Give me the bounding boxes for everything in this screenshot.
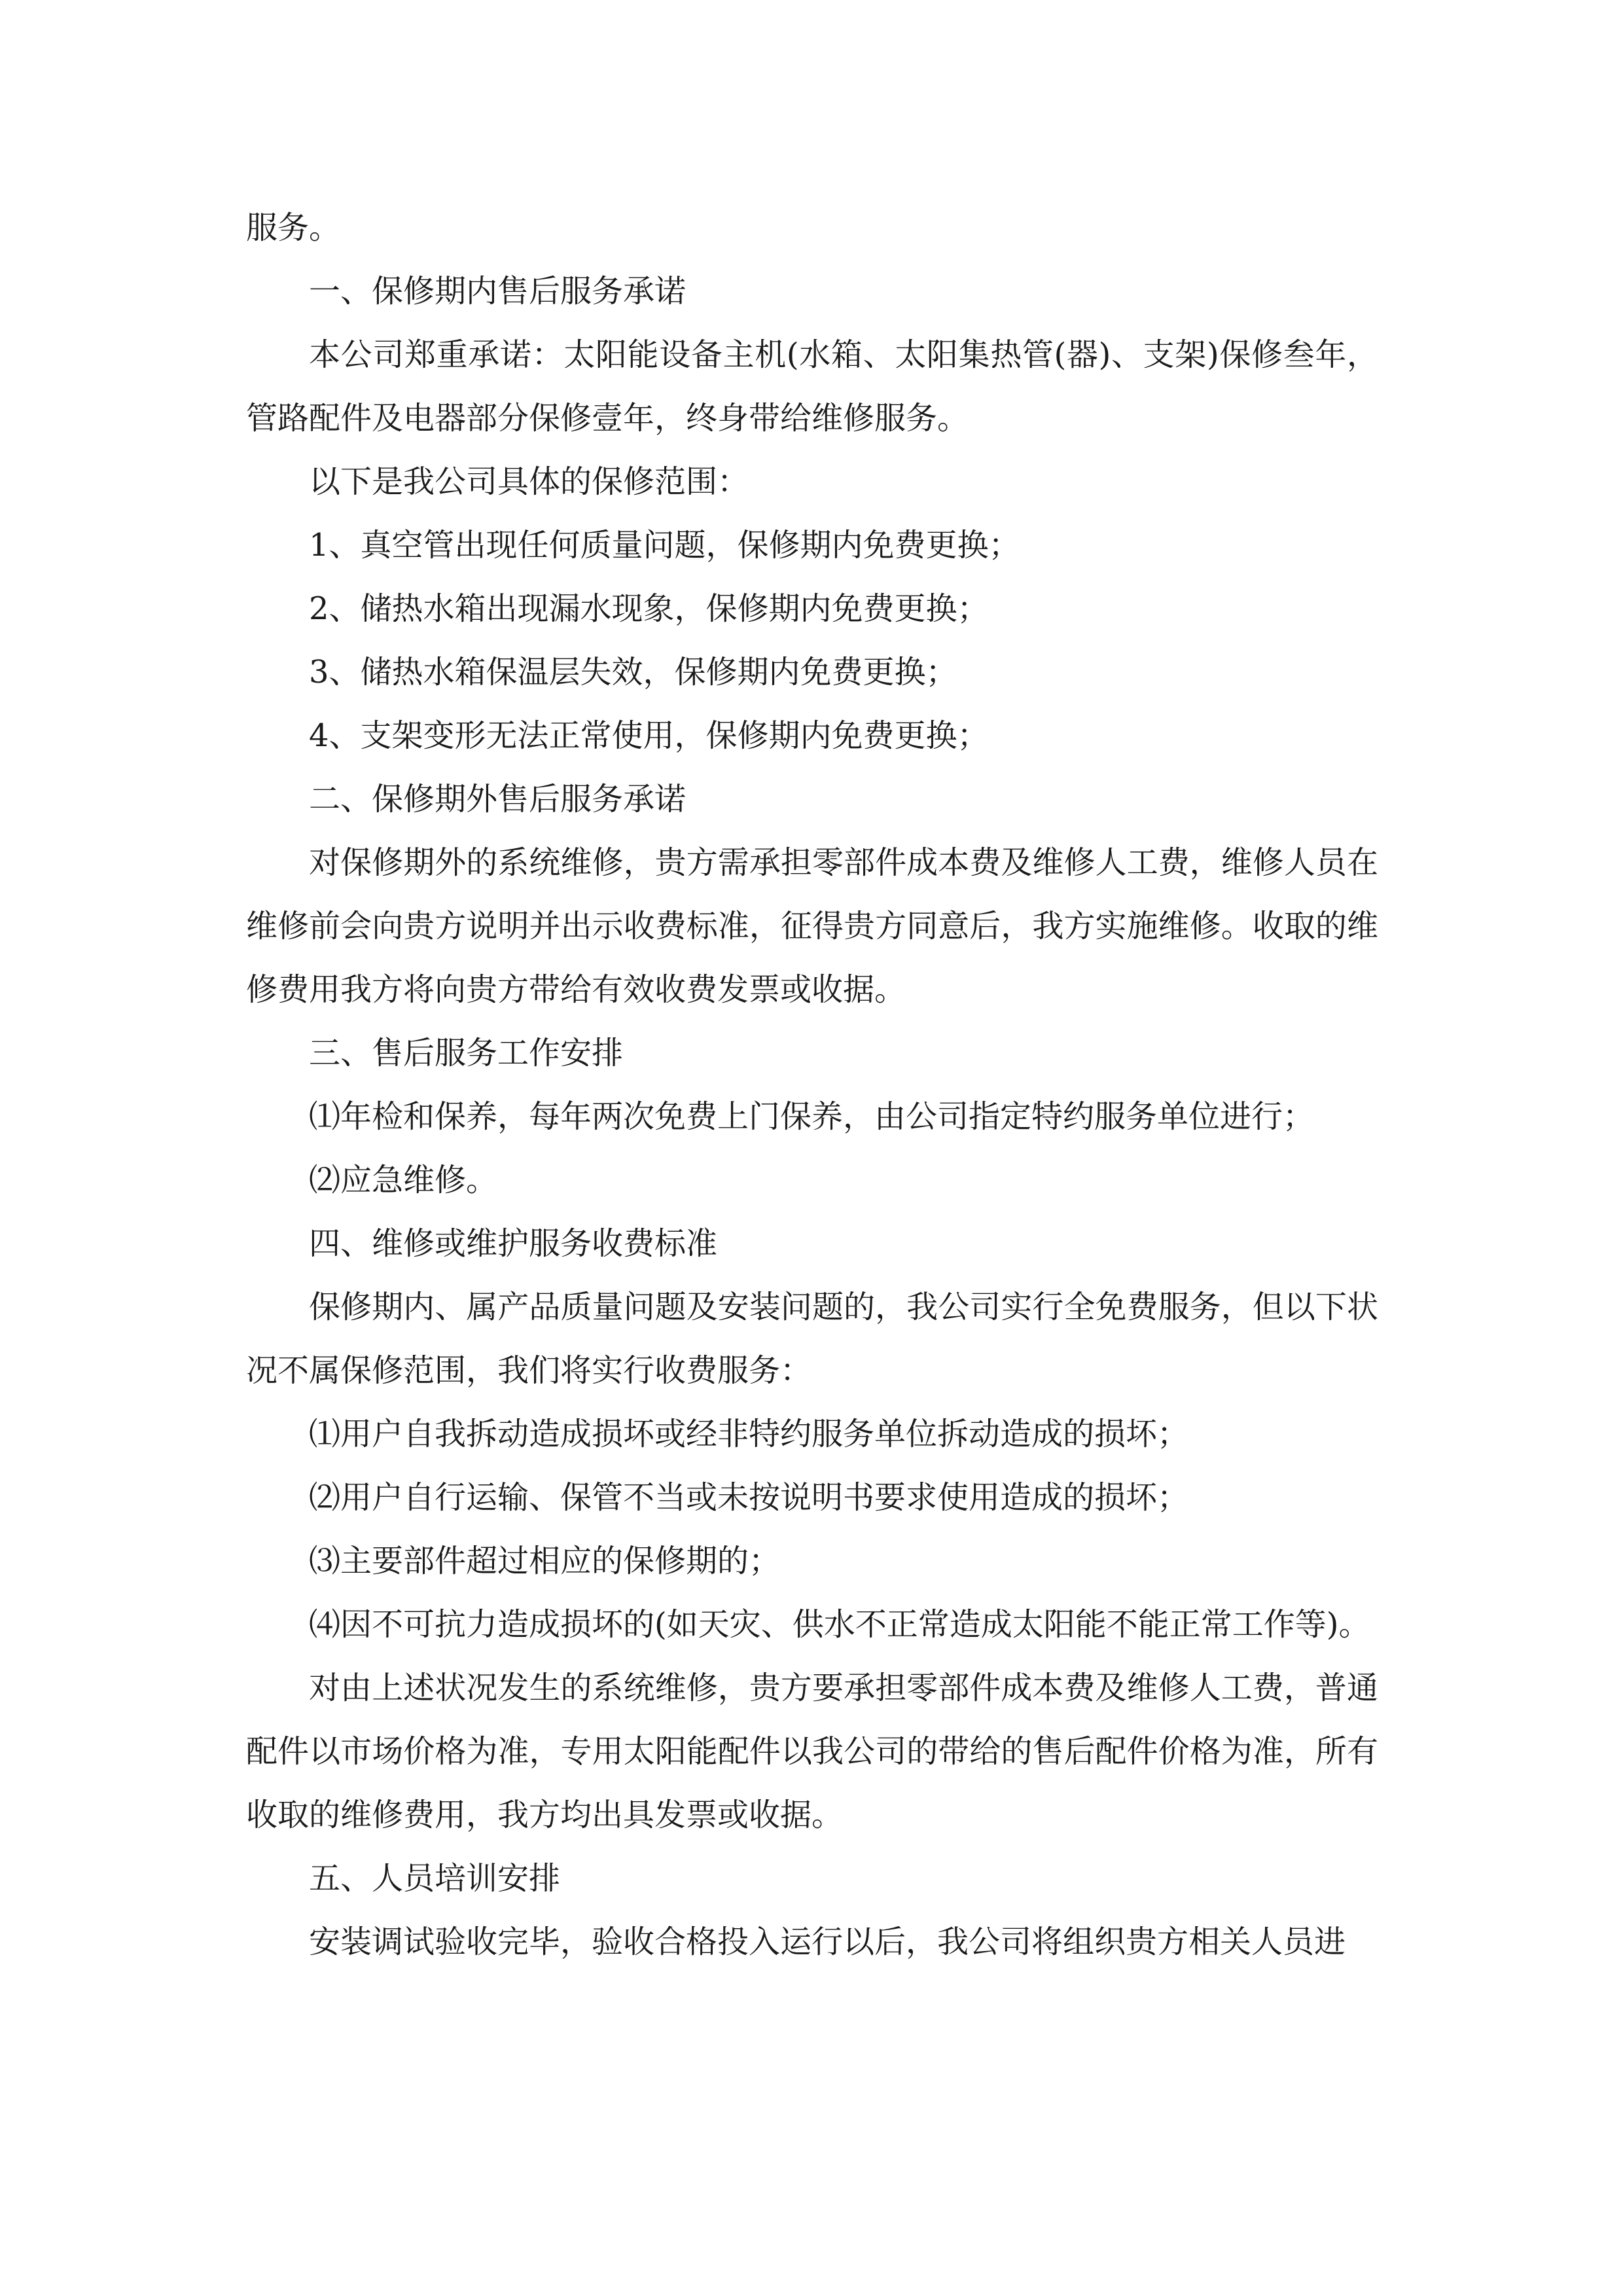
section-heading-2: 二、保修期外售后服务承诺 [309, 781, 687, 817]
list-item: ⑵应急维修。 [309, 1162, 498, 1198]
list-item: 2、储热水箱出现漏水现象，保修期内免费更换； [309, 590, 989, 627]
list-item: 3、储热水箱保温层失效，保修期内免费更换； [309, 654, 957, 691]
paragraph: 对由上述状况发生的系统维修，贵方要承担零部件成本费及维修人工费，普通配件以市场价格为准，专用太阳能配件以我公司的带给的售后配件价格为准，所有收取的维修费用，我方均出具发票或收据。 [246, 1670, 1378, 1833]
paragraph: 安装调试验收完毕，验收合格投入运行以后，我公司将组织贵方相关人员进 [309, 1924, 1346, 1960]
list-item: ⑴年检和保养，每年两次免费上门保养，由公司指定特约服务单位进行； [309, 1098, 1315, 1135]
list-item: 4、支架变形无法正常使用，保修期内免费更换； [309, 717, 989, 754]
paragraph: 保修期内、属产品质量问题及安装问题的，我公司实行全免费服务，但以下状况不属保修范围，我们将实行收费服务： [246, 1289, 1378, 1389]
section-heading-5: 五、人员培训安排 [309, 1860, 561, 1897]
paragraph: 以下是我公司具体的保修范围： [309, 463, 749, 500]
section-heading-1: 一、保修期内售后服务承诺 [309, 273, 687, 310]
list-item: ⑶主要部件超过相应的保修期的； [309, 1543, 781, 1579]
paragraph: 对保修期外的系统维修，贵方需承担零部件成本费及维修人工费，维修人员在维修前会向贵方说明并出示收费标准，征得贵方同意后，我方实施维修。收取的维修费用我方将向贵方带给有效收费发票或收据。 [246, 844, 1378, 1008]
document-body [246, 196, 1378, 1974]
list-item: ⑵用户自行运输、保管不当或未按说明书要求使用造成的损坏； [309, 1479, 1189, 1516]
list-item: 1、真空管出现任何质量问题，保修期内免费更换； [309, 527, 1020, 564]
paragraph: 本公司郑重承诺：太阳能设备主机(水箱、太阳集热管(器)、支架)保修叁年，管路配件及电器部分保修壹年，终身带给维修服务。 [246, 336, 1378, 437]
list-item: ⑴用户自我拆动造成损坏或经非特约服务单位拆动造成的损坏； [309, 1416, 1189, 1452]
section-heading-3: 三、售后服务工作安排 [309, 1035, 624, 1071]
list-item: ⑷因不可抗力造成损坏的(如天灾、供水不正常造成太阳能不能正常工作等)。 [309, 1606, 1370, 1643]
paragraph-continuation: 服务。 [246, 209, 341, 246]
section-heading-4: 四、维修或维护服务收费标准 [309, 1225, 718, 1262]
